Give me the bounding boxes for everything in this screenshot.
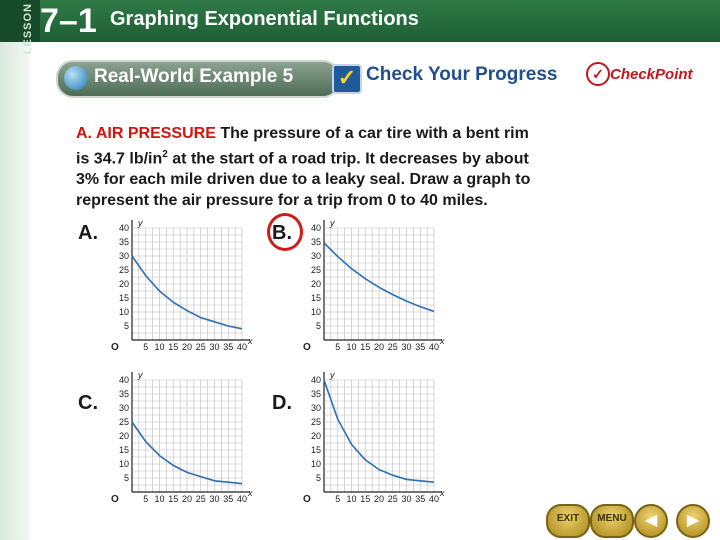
x-tick-label: 40 — [236, 494, 248, 504]
y-tick-label: 5 — [123, 321, 129, 331]
x-tick-label: 35 — [223, 342, 234, 352]
x-axis-label: x — [440, 488, 445, 498]
x-tick-label: 20 — [373, 494, 385, 504]
next-arrow-icon[interactable]: ▶ — [676, 504, 710, 538]
x-tick-label: 40 — [428, 494, 440, 504]
x-tick-label: 25 — [195, 494, 206, 504]
graph-option-c[interactable] — [110, 370, 260, 504]
x-axis-label: x — [248, 488, 253, 498]
y-tick-label: 25 — [310, 417, 321, 427]
y-tick-label: 10 — [310, 307, 321, 317]
y-tick-label: 40 — [310, 375, 321, 385]
x-tick-label: 30 — [209, 494, 220, 504]
x-tick-label: 5 — [143, 342, 149, 352]
x-tick-label: 10 — [346, 494, 357, 504]
graph-option-d[interactable] — [302, 370, 452, 504]
x-tick-label: 35 — [415, 494, 426, 504]
question-line-1 — [76, 123, 676, 144]
exit-button[interactable]: EXIT — [546, 504, 590, 538]
y-tick-label: 20 — [310, 279, 321, 289]
y-tick-label: 10 — [118, 307, 129, 317]
example-label: Real-World Example 5 — [94, 66, 294, 87]
x-tick-label: 35 — [415, 342, 426, 352]
x-tick-label: 30 — [401, 342, 412, 352]
x-tick-label: 30 — [209, 342, 220, 352]
x-tick-label: 20 — [181, 342, 193, 352]
x-tick-label: 15 — [360, 494, 371, 504]
question-line-1-rest: The pressure of a car tire with a bent rim — [215, 125, 529, 142]
y-tick-label: 35 — [310, 389, 321, 399]
y-tick-label: 35 — [118, 389, 129, 399]
x-tick-label: 10 — [154, 342, 165, 352]
y-tick-label: 5 — [315, 473, 321, 483]
y-axis-label: y — [138, 370, 143, 380]
y-tick-label: 25 — [118, 265, 129, 275]
y-tick-label: 5 — [123, 473, 129, 483]
y-axis-label: y — [330, 370, 335, 380]
menu-button[interactable]: MENU — [590, 504, 634, 538]
checkmark-icon: ✓ — [332, 64, 362, 94]
x-tick-label: 15 — [360, 342, 371, 352]
graph-option-b[interactable] — [302, 218, 452, 352]
y-tick-label: 30 — [118, 251, 129, 261]
x-tick-label: 40 — [236, 342, 248, 352]
question-line-2 — [76, 144, 676, 169]
x-axis-label: x — [248, 336, 253, 346]
origin-label: O — [111, 494, 119, 504]
x-tick-label: 25 — [195, 342, 206, 352]
y-tick-label: 15 — [118, 445, 129, 455]
lesson-title: Graphing Exponential Functions — [110, 8, 419, 30]
x-axis-label: x — [440, 336, 445, 346]
option-a-label[interactable]: A. — [78, 222, 98, 244]
x-tick-label: 15 — [168, 342, 179, 352]
checkpoint-label[interactable]: CheckPoint — [610, 66, 693, 83]
y-tick-label: 10 — [118, 459, 129, 469]
x-tick-label: 20 — [373, 342, 385, 352]
y-axis-label: y — [330, 218, 335, 228]
y-axis-label: y — [138, 218, 143, 228]
graph-option-a[interactable] — [110, 218, 260, 352]
origin-label: O — [303, 342, 311, 352]
previous-arrow-icon[interactable]: ◀ — [634, 504, 668, 538]
globe-icon — [64, 66, 88, 90]
y-tick-label: 15 — [310, 293, 321, 303]
question-line-2-sup: 2 — [162, 149, 168, 160]
y-tick-label: 30 — [118, 403, 129, 413]
question-line-2-post: at the start of a road trip. It decreases by about — [167, 150, 529, 168]
y-tick-label: 15 — [310, 445, 321, 455]
example-banner — [56, 60, 340, 98]
y-tick-label: 40 — [118, 223, 129, 233]
y-tick-label: 20 — [310, 431, 321, 441]
lesson-tab — [0, 0, 40, 55]
x-tick-label: 10 — [346, 342, 357, 352]
question-text — [76, 123, 676, 211]
checkpoint-icon: ✓ — [586, 62, 610, 86]
y-tick-label: 25 — [118, 417, 129, 427]
lesson-header — [0, 0, 720, 55]
question-line-4: represent the air pressure for a trip from 0 to 40 miles. — [76, 192, 488, 210]
x-tick-label: 5 — [335, 494, 341, 504]
question-head: A. AIR PRESSURE — [76, 125, 216, 142]
x-tick-label: 35 — [223, 494, 234, 504]
lesson-number: 7–1 — [40, 2, 97, 40]
y-tick-label: 40 — [118, 375, 129, 385]
x-tick-label: 5 — [143, 494, 149, 504]
option-b-label[interactable]: B. — [272, 222, 292, 244]
x-tick-label: 40 — [428, 342, 440, 352]
selected-answer-circle — [267, 213, 303, 251]
question-line-3: 3% for each mile driven due to a leaky seal. Draw a graph to — [76, 171, 531, 189]
lesson-word: LESSON — [22, 3, 34, 55]
y-tick-label: 40 — [310, 223, 321, 233]
x-tick-label: 30 — [401, 494, 412, 504]
option-d-label[interactable]: D. — [272, 392, 292, 414]
x-tick-label: 20 — [181, 494, 193, 504]
y-tick-label: 25 — [310, 265, 321, 275]
x-tick-label: 25 — [387, 342, 398, 352]
question-line-2-pre: is 34.7 lb/in — [76, 150, 163, 168]
y-tick-label: 30 — [310, 403, 321, 413]
origin-label: O — [111, 342, 119, 352]
x-tick-label: 25 — [387, 494, 398, 504]
y-tick-label: 10 — [310, 459, 321, 469]
y-tick-label: 20 — [118, 431, 129, 441]
x-tick-label: 5 — [335, 342, 341, 352]
y-tick-label: 5 — [315, 321, 321, 331]
y-tick-label: 35 — [310, 237, 321, 247]
origin-label: O — [303, 494, 311, 504]
y-tick-label: 15 — [118, 293, 129, 303]
x-tick-label: 15 — [168, 494, 179, 504]
y-tick-label: 30 — [310, 251, 321, 261]
y-tick-label: 20 — [118, 279, 129, 289]
left-band — [0, 0, 30, 540]
x-tick-label: 10 — [154, 494, 165, 504]
check-progress-label: Check Your Progress — [366, 64, 558, 85]
option-c-label[interactable]: C. — [78, 392, 98, 414]
y-tick-label: 35 — [118, 237, 129, 247]
